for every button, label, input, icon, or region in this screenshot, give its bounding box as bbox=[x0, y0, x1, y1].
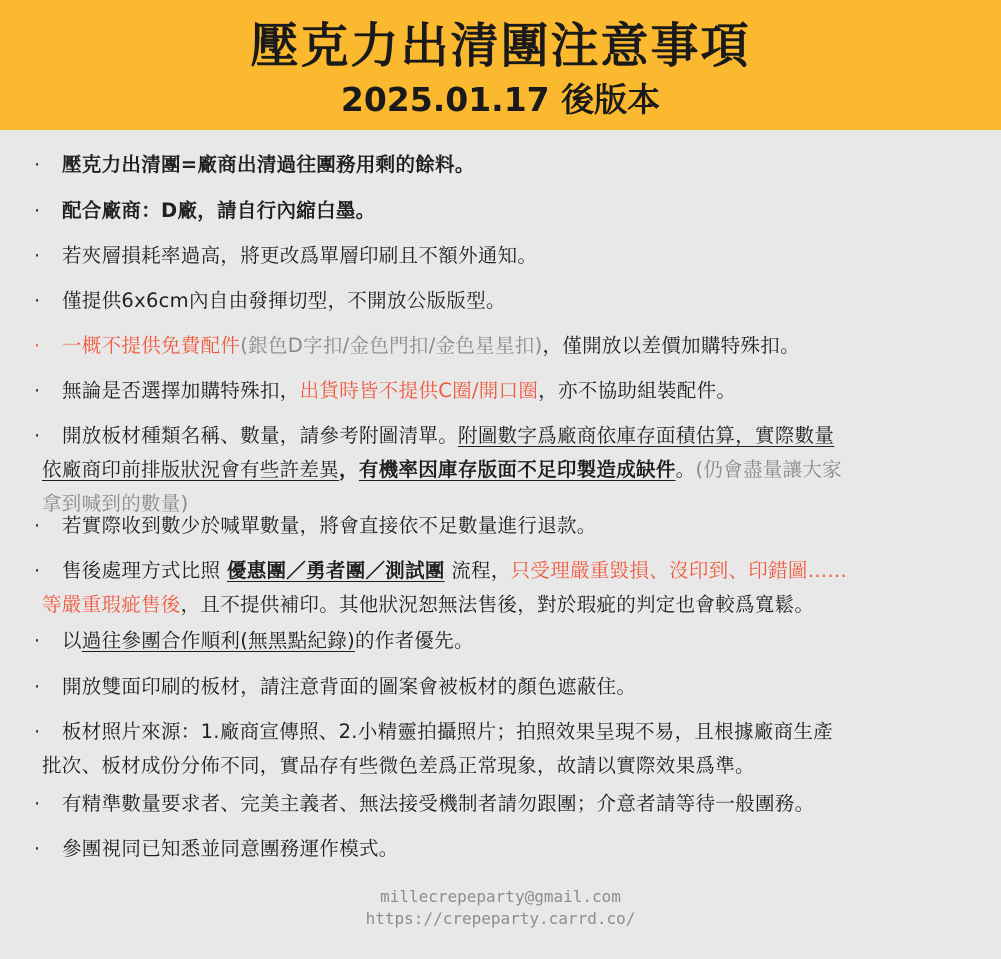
item-text-highlight: 出貨時皆不提供C圈/開口圈 bbox=[299, 379, 539, 402]
bullet: · bbox=[34, 200, 41, 222]
bullet: · bbox=[34, 335, 41, 357]
item-text-note: (仍會盡量讓大家 bbox=[695, 458, 842, 481]
item-text: 壓克力出清團=廠商出清過往團務用剩的餘料。 bbox=[62, 153, 475, 176]
item-text-highlight: 等嚴重瑕疵售後 bbox=[42, 593, 181, 616]
contact-footer bbox=[0, 886, 1001, 930]
list-item bbox=[34, 668, 972, 706]
bullet: · bbox=[34, 560, 41, 582]
bullet: · bbox=[34, 721, 41, 743]
item-text-note: 拿到喊到的數量) bbox=[42, 492, 189, 515]
item-text: 流程， bbox=[444, 559, 511, 582]
item-text: 以 bbox=[62, 629, 82, 652]
page-title: 壓克力出清團注意事項 bbox=[250, 18, 751, 74]
item-text: 。 bbox=[675, 458, 696, 481]
item-text-bold-underline: 有機率因庫存版面不足印製造成缺件 bbox=[358, 458, 676, 481]
list-item bbox=[34, 507, 972, 545]
bullet: · bbox=[34, 154, 41, 176]
item-text: 若實際收到數少於喊單數量，將會直接依不足數量進行退款。 bbox=[62, 514, 597, 537]
list-item bbox=[34, 237, 972, 275]
item-text: 僅提供6x6cm內自由發揮切型，不開放公版版型。 bbox=[62, 289, 506, 312]
list-item bbox=[34, 372, 972, 410]
bullet: · bbox=[34, 838, 41, 860]
bullet: · bbox=[34, 380, 41, 402]
list-item bbox=[34, 192, 972, 230]
item-text: ，亦不協助組裝配件。 bbox=[538, 379, 737, 402]
item-text-highlight: 只受理嚴重毀損、沒印到、印錯圖…… bbox=[510, 559, 848, 582]
item-text: ， bbox=[339, 458, 359, 481]
item-text: 批次、板材成份分佈不同，實品存有些微色差爲正常現象，故請以實際效果爲準。 bbox=[42, 754, 755, 777]
bullet: · bbox=[34, 290, 41, 312]
version-subtitle: 2025.01.17 後版本 bbox=[340, 80, 661, 119]
item-text: 開放雙面印刷的板材，請注意背面的圖案會被板材的顏色遮蔽住。 bbox=[62, 675, 637, 698]
list-item bbox=[34, 785, 972, 823]
item-text-underline: 依廠商印前排版狀況會有些許差異 bbox=[42, 458, 340, 481]
contact-url[interactable]: https://crepeparty.carrd.co/ bbox=[365, 909, 636, 928]
item-text: 售後處理方式比照 bbox=[62, 559, 227, 582]
list-item bbox=[34, 282, 972, 320]
item-text-underline: 過往參團合作順利(無黑點紀錄) bbox=[81, 629, 356, 652]
list-item bbox=[34, 417, 972, 515]
list-item bbox=[34, 327, 972, 365]
list-item bbox=[34, 146, 972, 184]
list-item bbox=[34, 713, 972, 777]
item-text: 無論是否選擇加購特殊扣， bbox=[62, 379, 300, 402]
item-text-highlight: 一概不提供免費配件 bbox=[62, 334, 241, 357]
bullet: · bbox=[34, 515, 41, 537]
item-text-note: (銀色D字扣/金色門扣/金色星星扣) bbox=[240, 334, 543, 357]
item-text: 配合廠商：D廠，請自行內縮白墨。 bbox=[62, 199, 376, 222]
item-text: ，僅開放以差價加購特殊扣。 bbox=[542, 334, 800, 357]
bullet: · bbox=[34, 245, 41, 267]
header-banner bbox=[0, 0, 1001, 130]
item-text: ，且不提供補印。其他狀況恕無法售後，對於瑕疵的判定也會較爲寬鬆。 bbox=[180, 593, 815, 616]
list-item bbox=[34, 552, 972, 616]
item-text: 參團視同已知悉並同意團務運作模式。 bbox=[62, 837, 399, 860]
item-text: 若夾層損耗率過高，將更改爲單層印刷且不額外通知。 bbox=[62, 244, 538, 267]
item-text: 的作者優先。 bbox=[355, 629, 474, 652]
item-text: 開放板材種類名稱、數量，請參考附圖清單。 bbox=[62, 424, 459, 447]
item-text-bold-underline: 優惠團／勇者團／測試團 bbox=[226, 559, 445, 582]
item-text: 有精準數量要求者、完美主義者、無法接受機制者請勿跟團；介意者請等待一般團務。 bbox=[62, 792, 815, 815]
item-text-underline: 附圖數字爲廠商依庫存面積估算，實際數量 bbox=[458, 424, 835, 447]
bullet: · bbox=[34, 793, 41, 815]
contact-email[interactable]: millecrepeparty@gmail.com bbox=[380, 887, 621, 906]
list-item bbox=[34, 622, 972, 660]
bullet: · bbox=[34, 425, 41, 447]
bullet: · bbox=[34, 676, 41, 698]
bullet: · bbox=[34, 630, 41, 652]
item-text: 板材照片來源：1.廠商宣傳照、2.小精靈拍攝照片；拍照效果呈現不易，且根據廠商生產 bbox=[62, 720, 834, 743]
list-item bbox=[34, 830, 972, 868]
